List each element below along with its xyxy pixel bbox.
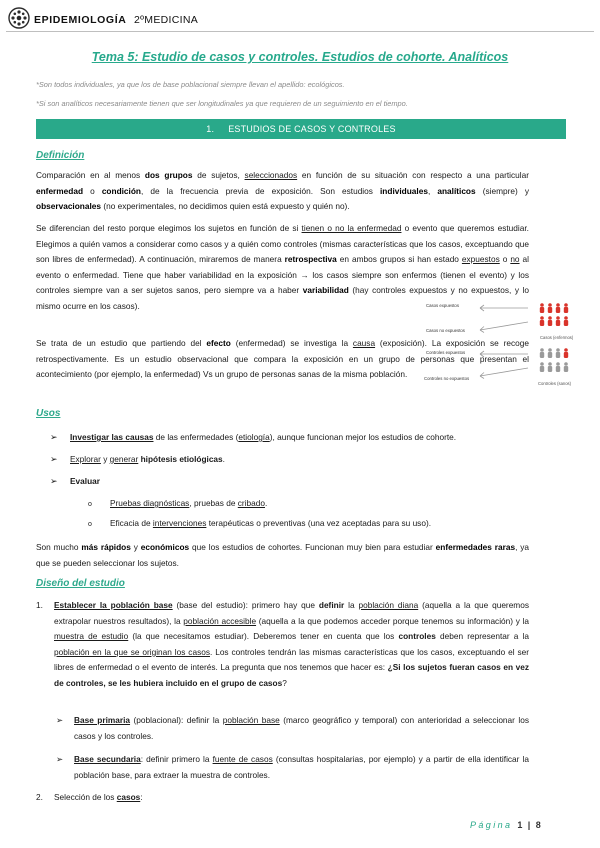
person-icon <box>548 316 552 326</box>
subject-label: EPIDEMIOLOGÍA <box>34 14 127 26</box>
person-icon <box>556 303 560 313</box>
heading-diseno: Diseño del estudio <box>36 578 125 589</box>
section-title: ESTUDIOS DE CASOS Y CONTROLES <box>228 124 396 134</box>
people-controls-group <box>540 348 568 372</box>
page-header <box>6 5 594 29</box>
sublist-item-pruebas: o Pruebas diagnósticas, pruebas de cribado. <box>88 496 267 513</box>
people-cases-group <box>540 303 568 326</box>
note-2: *Si son analíticos necesariamente tienen que ser longitudinales ya que requieren de un seguimiento en el tiempo. <box>36 99 408 108</box>
page-total: 8 <box>535 820 542 830</box>
paragraph-definicion-3: Se trata de un estudio que partiendo del efecto (enfermedad) se investiga la causa (exposición). La exposición se recoge retrospectivamente. Es un estudio observacional que compara la exposición en un grupo de personas que presentan el acontecimiento (por ejemplo, la enfermedad) Vs un grupo de personas sanas de la misma población. <box>36 338 529 380</box>
person-icon <box>540 316 544 326</box>
arrow-bullet-icon: ➢ <box>50 476 58 486</box>
person-icon <box>556 348 560 358</box>
label-casos-expuestos: Casos expuestos <box>426 303 459 308</box>
arrow-bullet-icon: ➢ <box>50 432 58 442</box>
arrow-bullet-icon: ➢ <box>56 715 63 725</box>
person-icon <box>548 303 552 313</box>
label-controls-group: Controles (sanos) <box>538 381 572 386</box>
sublist-item-eficacia: o Eficacia de intervenciones terapéuticas o preventivas (una vez aceptadas para su uso). <box>88 516 431 533</box>
label-controles-expuestos: Controles expuestos <box>426 350 466 355</box>
person-icon <box>564 316 568 326</box>
header-divider <box>6 31 594 32</box>
course-label: 2ºMEDICINA <box>134 14 199 26</box>
person-icon <box>564 348 568 358</box>
section-number: 1. <box>206 124 215 134</box>
person-icon <box>548 362 552 372</box>
circle-bullet-icon: o <box>88 521 92 528</box>
list-item-base-secundaria: ➢ Base secundaria: definir primero la fuente de casos (consultas hospitalarias, por ejemplo) y a partir de ella identificar la población base, para extraer la muestra de controles. <box>56 754 529 780</box>
page-number: 1 <box>517 820 523 830</box>
label-casos-no-expuestos: Casos no expuestos <box>426 328 465 333</box>
person-icon <box>540 362 544 372</box>
numbered-item-2: 2. Selección de los casos: <box>36 792 143 802</box>
page-title: Tema 5: Estudio de casos y controles. Estudios de cohorte. Analíticos <box>91 50 509 64</box>
numbered-item-1: 1. Establecer la población base (base del estudio): primero hay que definir la población diana (aquella a la que queremos extrapolar nuestros resultados), la población accesible (aquella a la que podemos acceder porque tenemos su información) y la muestra de estudio (la que necesitamos estudiar). Deberemos tener en cuenta que los controles deben representar a la población en la que se originan los casos. Los controles tendrán las mismas características que los casos, exceptuando el ser libres de enfermedad o el evento de interés. La pregunta que nos tenemos que hacer es: ¿Si los sujetos fueran casos en vez de controles, se les hubiera incluido en el grupo de casos? <box>36 600 530 688</box>
page-footer: Página 1 | 8 <box>470 820 542 830</box>
list-item-base-primaria: ➢ Base primaria (poblacional): definir la población base (marco geográfico y temporal) con anterioridad a seleccionar los casos y los controles. <box>56 715 529 741</box>
arrow-bullet-icon: ➢ <box>56 754 63 764</box>
person-icon <box>564 362 568 372</box>
person-icon <box>540 303 544 313</box>
person-icon <box>556 362 560 372</box>
heading-usos: Usos <box>36 408 61 419</box>
list-item-investigar: ➢ Investigar las causas de las enfermedades (etiología), aunque funcionan mejor los estudios de cohorte. <box>50 430 456 446</box>
section-banner <box>36 119 566 139</box>
paragraph-definicion-1: Comparación en al menos dos grupos de sujetos, seleccionados en función de su situación con respecto a una particular enfermedad o condición, de la frecuencia previa de exposición. Son estudios individuales, analíticos (siempre) y observacionales (no experimentales, no decidimos quien está expuesto y quién no). <box>36 170 530 212</box>
label-controles-no-expuestos: Controles no expuestos <box>424 376 470 381</box>
note-1: *Son todos individuales, ya que los de base poblacional siempre llevan el apellido: ecológicos. <box>36 80 345 89</box>
paragraph-usos: Son mucho más rápidos y económicos que los estudios de cohortes. Funcionan muy bien para estudiar enfermedades raras, ya que se pueden seleccionar los sujetos. <box>36 542 530 568</box>
arrow-bullet-icon: ➢ <box>50 454 58 464</box>
person-icon <box>540 348 544 358</box>
person-icon <box>556 316 560 326</box>
list-item-evaluar: ➢ Evaluar <box>50 474 100 490</box>
paragraph-definicion-2: Se diferencian del resto porque elegimos los sujetos en función de si tienen o no la enfermedad o evento que queremos estudiar. Elegimos a quién vamos a considerar como casos y a quién como controles (mismas características que los casos, exceptuando que son libres de enfermedad). A continuación, miraremos de manera retrospectiva en ambos grupos si han estado expuestos o no al evento o enfermedad. Tiene que haber variabilidad en la exposición → los casos siempre son enfermos (tienen el evento) y los controles siempre van a ser sujetos sanos, pero siempre va a haber variabilidad (hay controles expuestos y no expuestos, y lo mismo ocurre en los casos). <box>36 223 529 311</box>
heading-definicion: Definición <box>36 150 85 161</box>
diagram-arrows <box>480 305 528 379</box>
label-cases-group: Casos (enfermos) <box>540 335 574 340</box>
logo-icon <box>8 7 30 29</box>
cases-controls-diagram <box>424 296 594 396</box>
person-icon <box>548 348 552 358</box>
list-item-explorar: ➢ Explorar y generar hipótesis etiológicas. <box>50 452 225 468</box>
circle-bullet-icon: o <box>88 501 92 508</box>
person-icon <box>564 303 568 313</box>
footer-word: Página <box>470 820 513 830</box>
